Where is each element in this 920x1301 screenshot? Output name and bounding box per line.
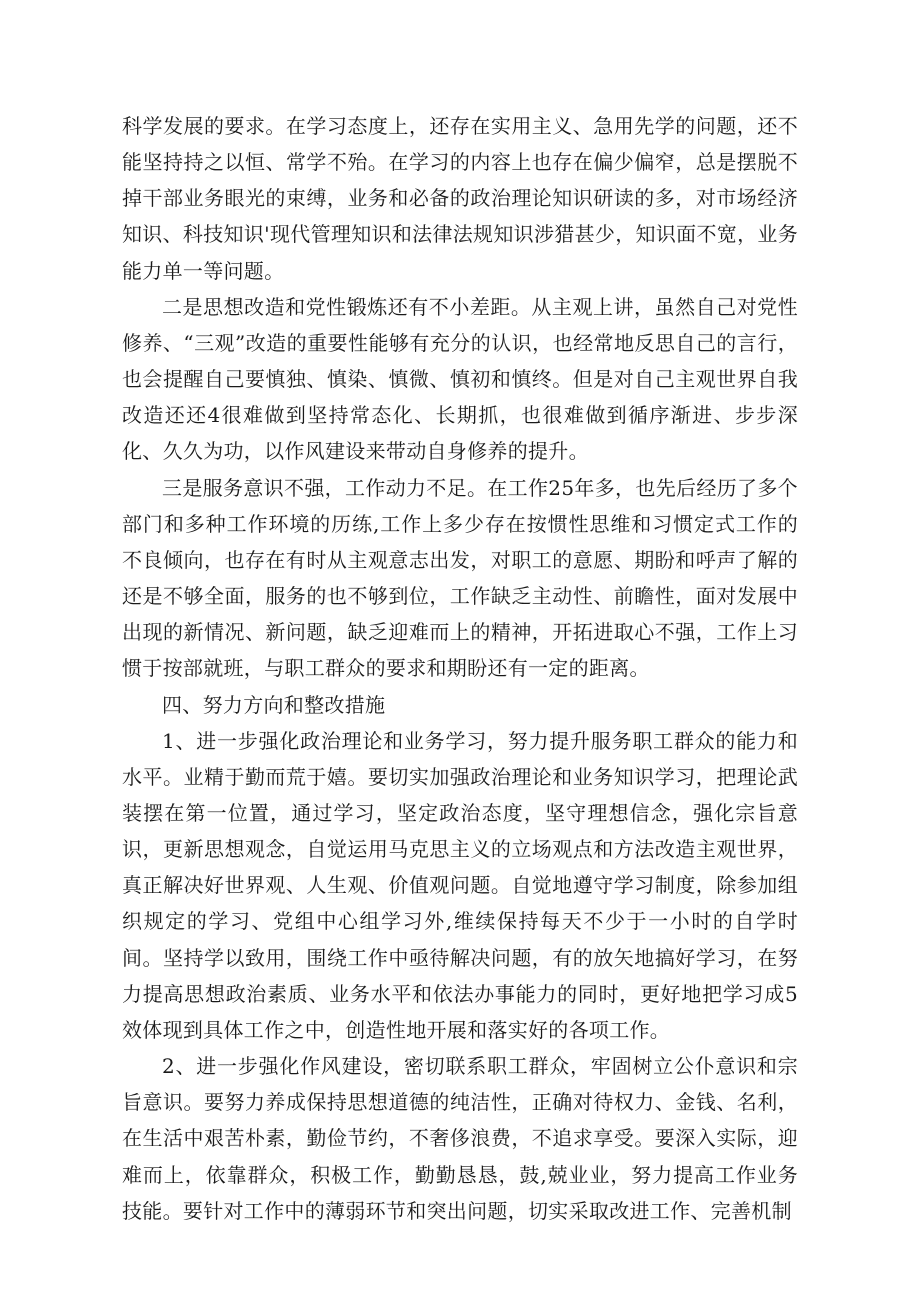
paragraph-point-three: 三是服务意识不强，工作动力不足。在工作25年多，也先后经历了多个部门和多种工作环境的历练,工作上多少存在按惯性思维和习惯定式工作的不良倾向，也存在有时从主观意志出发，对职工的意愿、期盼和呼声了解的还是不够全面，服务的也不够到位，工作缺乏主动性、前瞻性，面对发展中出现的新情况、新问题，缺乏迎难而上的精神，开拓进取心不强，工作上习惯于按部就班，与职工群众的要求和期盼还有一定的距离。	[122, 475, 798, 681]
paragraph-measure-one: 1、进一步强化政治理论和业务学习，努力提升服务职工群众的能力和水平。业精于勤而荒于嬉。要切实加强政治理论和业务知识学习，把理论武装摆在第一位置，通过学习，坚定政治态度，坚守理想信念，强化宗旨意识，更新思想观念，自觉运用马克思主义的立场观点和方法改造主观世界，真正解决好世界观、人生观、价值观问题。自觉地遵守学习制度，除参加组织规定的学习、党组中心组学习外,维续保持每天不少于一小时的自学时间。坚持学以致用，围绕工作中亟待解决问题，有的放矢地搞好学习，在努力提高思想政治素质、业务水平和依法办事能力的同时，更好地把学习成5效体现到具体工作之中，创造性地开展和落实好的各项工作。	[122, 728, 798, 1042]
paragraph-measure-two: 2、进一步强化作风建设，密切联系职工群众，牢固树立公仆意识和宗旨意识。要努力养成保持思想道德的纯洁性，正确对待权力、金钱、名利，在生活中艰苦朴素，勤俭节约，不奢侈浪费，不追求享受。要深入实际，迎难而上，依靠群众，积极工作，勤勤恳恳，鼓,兢业业，努力提高工作业务技能。要针对工作中的薄弱环节和突出问题，切实采取改进工作、完善机制	[122, 1054, 798, 1223]
document-body	[122, 108, 798, 1229]
paragraph-continuation: 科学发展的要求。在学习态度上，还存在实用主义、急用先学的问题，还不能坚持持之以恒、常学不殆。在学习的内容上也存在偏少偏窄，总是摆脱不掉干部业务眼光的束缚，业务和必备的政治理论知识研读的多，对市场经济知识、科技知识'现代管理知识和法律法规知识涉猎甚少，知识面不宽，业务能力单一等问题。	[122, 114, 798, 283]
section-heading-four: 四、努力方向和整改措施	[162, 692, 386, 717]
paragraph-point-two: 二是思想改造和党性锻炼还有不小差距。从主观上讲，虽然自己对党性修养、“三观”改造的重要性能够有充分的认识，也经常地反思自己的言行，也会提醒自己要慎独、慎染、慎微、慎初和慎终。但是对自己主观世界自我改造还还4很难做到坚持常态化、长期抓，也很难做到循序渐进、步步深化、久久为功，以作风建设来带动自身修养的提升。	[122, 294, 798, 464]
